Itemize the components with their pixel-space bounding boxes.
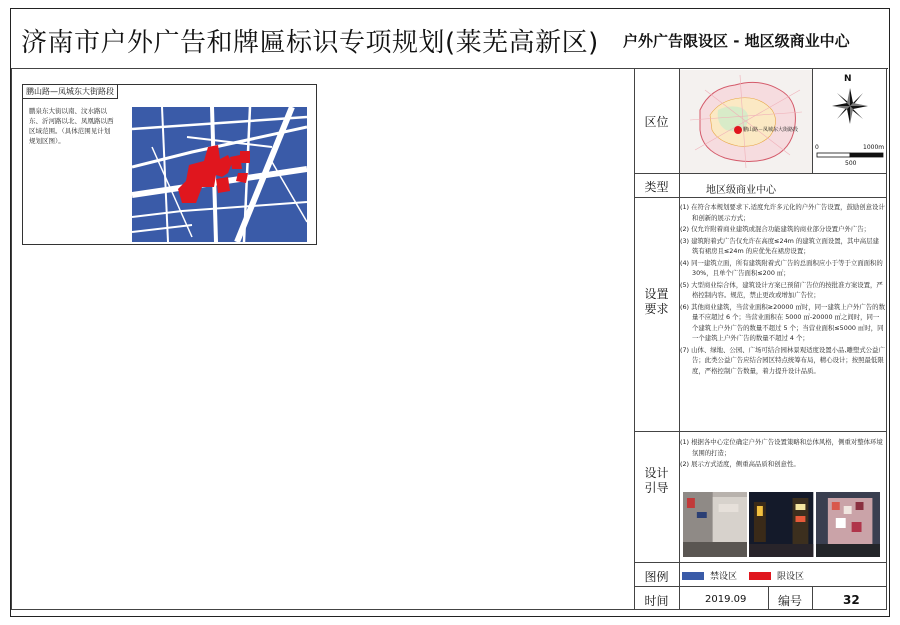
sub-title: 户外广告限设区 - 地区级商业中心 (623, 32, 850, 50)
row-divider (634, 197, 887, 198)
plan-inset (22, 84, 317, 245)
guide-list (680, 437, 885, 471)
location-map (680, 70, 812, 173)
plan-map (132, 107, 307, 242)
north-letter: N (844, 74, 852, 84)
photo-decorated-building (816, 492, 880, 557)
location-map-graphic (680, 70, 812, 173)
guide-item: (2) 展示方式适度，侧重高品质和创意性。 (680, 460, 800, 468)
row-divider (634, 431, 887, 432)
row-divider (634, 173, 887, 174)
requirement-item: (7) 山体、绿地、公园、广场可结合园林景观适度设置小品,雕塑式公益广告；此类公益广告应结合园区特点统筹布局，精心设计；按照最低限度，严格控制广告数量，着力提升设计品质。 (680, 345, 885, 375)
type-label: 类型 (644, 180, 669, 194)
legend (682, 569, 804, 582)
requirements-label-line1: 设置 (644, 287, 669, 301)
scale-bar (815, 152, 885, 158)
scale-zero: 0 (815, 144, 819, 151)
main-title: 济南市户外广告和牌匾标识专项规划(莱芜高新区) (21, 28, 599, 58)
guide-label-line1: 设计 (644, 466, 669, 480)
requirement-item: (2) 仅允许附着商业建筑或混合功能建筑的商业部分设置户外广告； (680, 225, 871, 233)
table-divider (812, 68, 813, 173)
requirement-item: (3) 建筑附着式广告仅允许在高度≤24m 的建筑立面设置，其中高层建筑有裙房且≤24m 的应优先在裙房设置； (680, 236, 879, 255)
restricted-swatch (749, 572, 771, 580)
legend-label: 图例 (644, 570, 669, 584)
photo-night-street (749, 492, 813, 557)
type-value: 地区级商业中心 (706, 185, 776, 196)
requirement-item: (4) 同一建筑立面，所有建筑附着式广告的总面积应小于等于立面面积的 30%，且单个广告面积≤200 ㎡； (680, 258, 883, 277)
photo-mall-street (683, 492, 747, 557)
plan-description: 鹏泉东大街以南、汶水路以东、沂河路以北、凤凰路以西区域范围。（具体范围见计划规划区图）。 (29, 107, 114, 145)
scale-1000m: 1000m (863, 144, 885, 151)
legend-restricted-label: 限设区 (777, 572, 805, 582)
plan-label: 鹏山路—凤城东大街路段 (23, 85, 118, 99)
table-divider (812, 586, 813, 610)
title-row (11, 9, 888, 69)
number-value: 32 (843, 593, 860, 607)
time-value: 2019.09 (705, 594, 747, 605)
guide-item: (1) 根据各中心定位确定户外广告设置策略和总体风格，侧重对整体环境氛围的打造； (680, 438, 883, 457)
requirement-item: (5) 大型商业综合体，建筑设计方案已预留广告位的按批准方案设置，严格控制内容。规范，禁止更改或增加广告位； (680, 280, 883, 299)
requirements-label-line2: 要求 (644, 302, 669, 316)
row-divider (634, 562, 887, 563)
compass-and-scale (815, 72, 885, 172)
reference-photos (683, 492, 880, 557)
location-label: 区位 (644, 115, 669, 129)
number-label: 编号 (777, 594, 802, 608)
requirement-item: (6) 其他商业建筑，当营业面积≥20000 ㎡时，同一建筑上户外广告的数量不应超过 6 个；当营业面积在 5000 ㎡-20000 ㎡之间时，同一个建筑上户外广告的数量不超过 5 个；当营业面积≤5000 ㎡时，同一个建筑上户外广告的数量不超过 4 个； (680, 302, 885, 342)
location-marker-text: 鹏山路－凤城东大街路段 (743, 127, 799, 133)
forbidden-swatch (682, 572, 704, 580)
location-marker-icon (734, 126, 742, 134)
scale-500: 500 (845, 160, 857, 167)
requirements-list (680, 202, 885, 377)
legend-forbidden-label: 禁设区 (710, 572, 738, 582)
guide-label-line2: 引导 (644, 481, 669, 495)
requirement-item: (1) 在符合本规划要求下,适度允许多元化的户外广告设置，鼓励创意设计和创新的展示方式； (680, 203, 885, 222)
compass-icon (830, 86, 870, 126)
time-label: 时间 (644, 594, 669, 608)
row-divider (634, 586, 887, 587)
